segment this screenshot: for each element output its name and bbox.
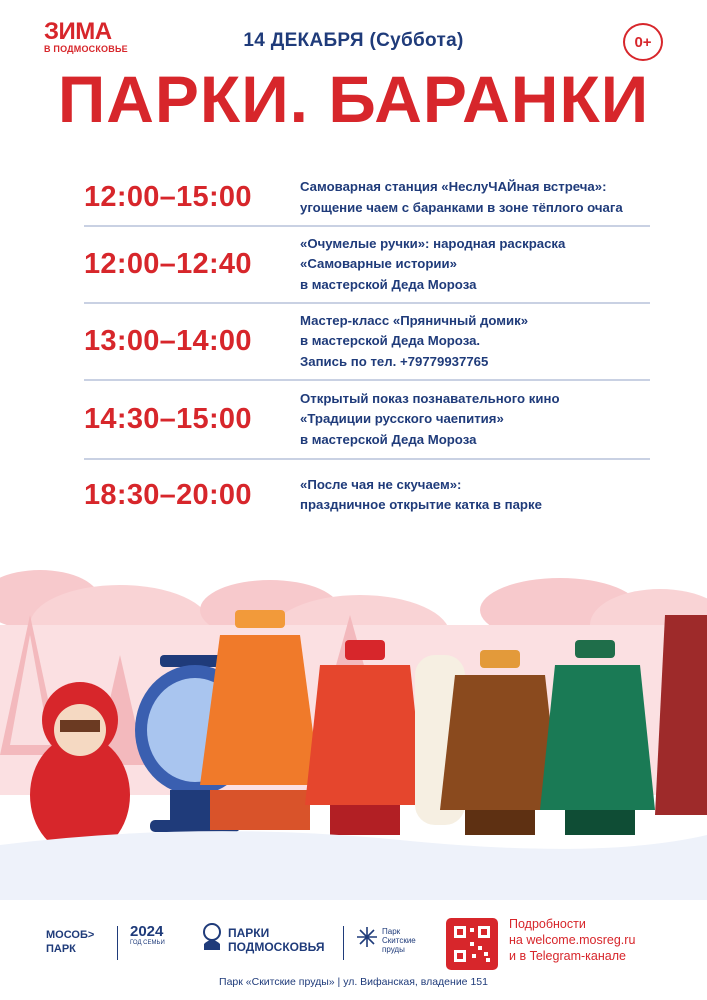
description-line: в мастерской Деда Мороза (300, 431, 477, 447)
skit-line1: Парк (382, 927, 401, 936)
more-info-text (509, 916, 635, 964)
schedule-row (84, 170, 650, 227)
description-line: Мастер-класс «Пряничный домик» (300, 312, 529, 328)
park-address: Парк «Скитские пруды» | ул. Вифанская, владение 151 (219, 976, 488, 988)
description-line: угощение чаем с баранками в зоне тёплого очага (300, 199, 623, 215)
schedule-description (300, 475, 542, 516)
year-text: 2024 (130, 923, 164, 940)
schedule-time: 18:30–20:00 (84, 478, 252, 511)
description-line: Запись по тел. +79779937765 (300, 353, 489, 369)
skit-line3: пруды (382, 945, 405, 954)
description-line: «Традиции русского чаепития» (300, 411, 504, 427)
snow-ground (0, 831, 707, 900)
schedule-description (300, 234, 565, 296)
logo-main-text: ЗИМА (44, 18, 112, 45)
description-line: праздничное открытие катка в парке (300, 497, 542, 512)
logo-sub-text: В ПОДМОСКОВЬЕ (44, 44, 128, 54)
samovar-illustration (0, 555, 707, 900)
parks-line1: ПАРКИ (228, 926, 270, 940)
mosobpark-line2: ПАРК (46, 943, 76, 955)
event-date: 14 ДЕКАБРЯ (Суббота) (243, 30, 464, 51)
parks-line2: ПОДМОСКОВЬЯ (228, 940, 325, 954)
year-sub-text: ГОД СЕМЬИ (130, 940, 165, 946)
snowflake-icon (356, 926, 378, 948)
schedule-time: 12:00–15:00 (84, 181, 252, 213)
description-line: Открытый показ познавательного кино (300, 390, 560, 406)
schedule-time: 12:00–12:40 (84, 248, 252, 280)
description-line: Самоварная станция «НеслуЧАЙная встреча»: (300, 179, 607, 194)
info-line3: и в Telegram-канале (509, 949, 626, 963)
schedule-list (84, 170, 650, 530)
qr-code[interactable] (446, 918, 498, 970)
info-line2-link[interactable]: на welcome.mosreg.ru (509, 933, 636, 947)
skit-line2: Скитские (382, 936, 416, 945)
schedule-description (300, 389, 560, 451)
description-line: в мастерской Деда Мороза (300, 276, 477, 292)
description-line: «Самоварные истории» (300, 256, 457, 272)
samovar-green (540, 640, 655, 835)
schedule-row (84, 227, 650, 304)
parks-logo-icon (200, 922, 224, 952)
description-line: «После чая не скучаем»: (300, 476, 462, 492)
parks-podmoskovya-logo (228, 926, 324, 954)
year-of-family-logo (130, 924, 165, 946)
schedule-row (84, 460, 650, 530)
footer-divider (343, 926, 344, 960)
schedule-time: 13:00–14:00 (84, 325, 252, 357)
page-title: ПАРКИ. БАРАНКИ (57, 62, 650, 136)
schedule-description (300, 311, 528, 373)
girl-figure (30, 682, 130, 855)
description-line: в мастерской Деда Мороза. (300, 333, 481, 349)
skitskie-prudy-logo (382, 927, 416, 954)
schedule-description (300, 177, 623, 218)
qr-code-icon (446, 918, 498, 970)
footer-divider (117, 926, 118, 960)
description-line: «Очумелые ручки»: народная раскраска (300, 235, 566, 251)
schedule-row (84, 304, 650, 381)
samovar-red (305, 640, 425, 835)
mosobpark-logo (46, 928, 94, 956)
age-rating-badge: 0+ (623, 23, 663, 61)
schedule-row (84, 381, 650, 460)
info-line1: Подробности (509, 917, 586, 931)
mosobpark-line1: МОСОБ> (46, 929, 95, 941)
schedule-time: 14:30–15:00 (84, 403, 252, 435)
